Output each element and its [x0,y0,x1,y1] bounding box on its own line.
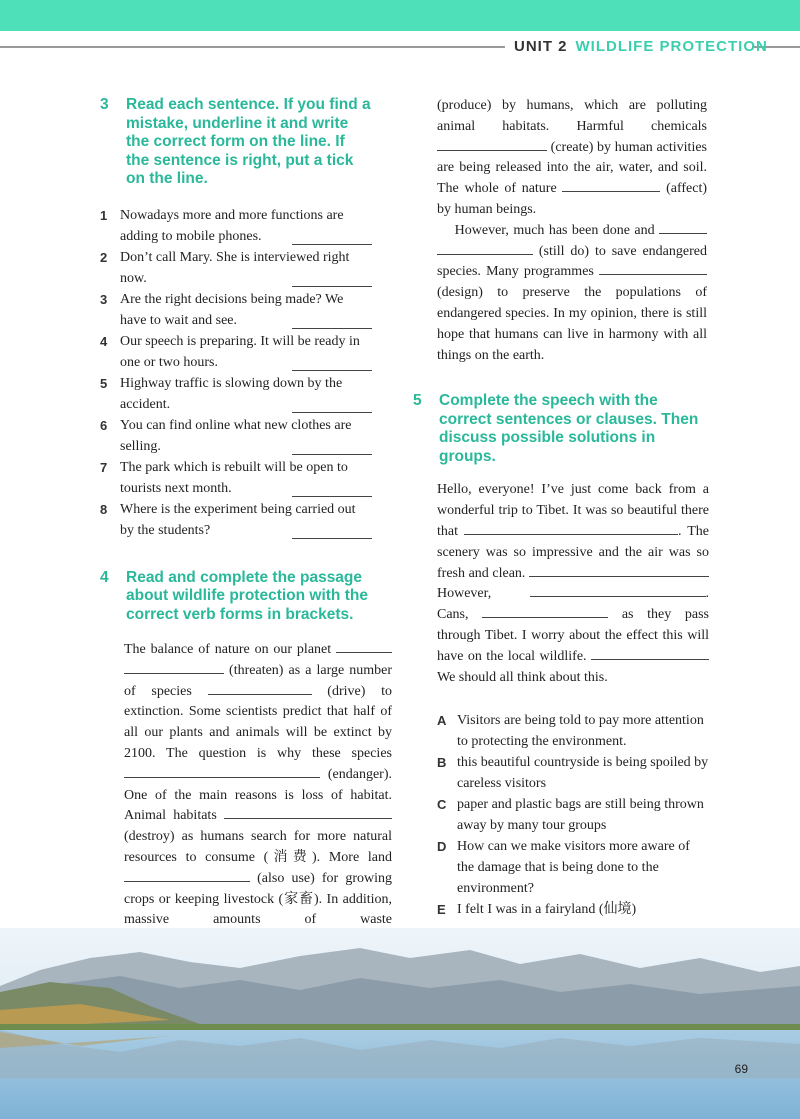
exercise-3-heading [100,96,372,189]
option-text: this beautiful countryside is being spoiled by careless visitors [457,755,709,792]
option-item [437,710,709,752]
item-number: 2 [100,249,108,265]
blank-field[interactable] [124,765,320,778]
blank-field[interactable] [591,647,709,660]
passage-text: of species [124,683,192,699]
blank-field[interactable] [464,522,678,535]
blank-field[interactable] [208,682,312,695]
exercise-4-heading [100,569,372,625]
unit-label: UNIT 2 [514,38,568,55]
speech-text: We should all think about this. [437,669,608,685]
list-item [100,289,372,331]
blank-field[interactable] [224,806,392,819]
exercise-instructions: Read and complete the passage about wildlife protection with the correct verb forms in brackets. [126,568,368,623]
passage-text: (endanger). [327,766,392,782]
blank-field[interactable] [599,262,707,275]
exercise-5-heading [413,392,709,466]
speech-text: However, [437,586,492,602]
item-text: Highway traffic is slowing down by the accident. [120,375,343,412]
exercise-number: 4 [100,568,109,586]
item-text: Where is the experiment being carried out by the students? [120,501,356,538]
item-number: 5 [100,375,108,391]
passage-text: (also use) for growing crops or keeping livestock (家畜). In addition, massive amounts of waste [124,870,393,928]
item-number: 3 [100,291,108,307]
item-text: Our speech is preparing. It will be ready in one or two hours. [120,333,360,370]
answer-line[interactable] [292,285,372,287]
blank-field[interactable] [659,221,707,234]
item-number: 4 [100,333,108,349]
list-item [100,499,372,541]
answer-line[interactable] [292,327,372,329]
answer-line[interactable] [292,369,372,371]
list-item [100,373,372,415]
passage-text: The balance of nature on our planet [124,642,332,657]
passage-text: (affect) by human beings. [437,181,707,217]
answer-line[interactable] [292,453,372,455]
exercise-instructions: Read each sentence. If you find a mistake, underline it and write the correct form on the line. If the sentence is right, put a tick on the line. [126,96,371,187]
item-text: Are the right decisions being made? We have to wait and see. [120,291,344,328]
passage-text: (drive) to extinction. Some scientists predict that half of all our plants and animals will be extinct by 2100. The question is why these species [124,683,393,761]
option-text: paper and plastic bags are still being thrown away by many tour groups [457,797,704,834]
exercise-3-items [100,205,372,541]
passage-text: One of the main reasons is loss of habitat. Animal habitats [124,787,392,824]
exercise-4-passage-continued [437,96,707,366]
option-item [437,794,709,836]
speech-text: . The scenery was so impressive and the air was so fresh and clean. [437,523,710,581]
passage-text: (design) to preserve the populations of endangered species. In my opinion, there is still hope that humans can live in harmony with all things on the earth. [437,285,707,363]
option-text: Visitors are being told to pay more attention to protecting the environment. [457,713,704,750]
answer-line[interactable] [292,537,372,539]
left-column [100,96,393,952]
landscape-photo [0,928,800,1119]
blank-field[interactable] [336,640,392,653]
passage-text: However, much has been done and [454,222,655,238]
option-item [437,836,709,899]
item-text: Nowadays more and more functions are adding to mobile phones. [120,207,344,244]
option-item [437,899,709,920]
option-letter: C [437,797,447,813]
list-item [100,457,372,499]
exercise-5-options [437,710,709,920]
passage-text: (threaten) as a large number [229,662,392,678]
blank-field[interactable] [124,661,224,674]
item-number: 6 [100,417,108,433]
passage-text: (create) by human activities are being released into the air, water, and soil. The whole of nature [437,139,707,197]
exercise-5-speech [437,480,709,688]
item-number: 1 [100,207,108,223]
page-number: 69 [734,1062,748,1076]
option-text: How can we make visitors more aware of the damage that is being done to the environment? [457,839,690,897]
list-item [100,205,372,247]
item-number: 8 [100,501,108,517]
option-letter: B [437,755,447,771]
item-text: The park which is rebuilt will be open to tourists next month. [120,459,348,496]
speech-text: . Cans, [437,586,709,623]
passage-text: (produce) by humans, which are polluting animal habitats. Harmful chemicals [437,98,707,134]
blank-field[interactable] [530,584,706,597]
list-item [100,331,372,373]
blank-field[interactable] [529,564,709,577]
exercise-number: 3 [100,96,109,113]
exercise-4-passage [124,640,392,952]
item-text: Don’t call Mary. She is interviewed right now. [120,249,350,286]
speech-text: as they pass through Tibet. I worry about the effect this will have on the local wildlife. [437,607,709,664]
answer-line[interactable] [292,243,372,245]
exercise-number: 5 [413,392,422,410]
blank-field[interactable] [562,179,660,192]
item-number: 7 [100,459,108,475]
top-color-band [0,0,800,31]
unit-title: WILDLIFE PROTECTION [575,38,768,55]
option-letter: D [437,839,447,855]
right-column [413,96,710,920]
blank-field[interactable] [482,605,608,618]
blank-field[interactable] [124,869,250,882]
list-item [100,415,372,457]
passage-text: (destroy) as humans search for more natural resources to consume (消费). More land [124,829,392,865]
unit-header [514,38,768,55]
option-item [437,752,709,794]
option-letter: E [437,902,446,918]
header-rule-left [0,46,505,48]
mountain-lake-image [0,928,800,1119]
item-text: You can find online what new clothes are selling. [120,417,352,454]
passage-text: (still do) to save endangered species. Many programmes [437,243,707,280]
option-letter: A [437,713,447,729]
blank-field[interactable] [437,242,533,255]
option-text: I felt I was in a fairyland (仙境) [457,902,637,918]
answer-line[interactable] [292,411,372,413]
exercise-instructions: Complete the speech with the correct sentences or clauses. Then discuss possible solutions in groups. [439,392,699,465]
blank-field[interactable] [437,138,547,151]
answer-line[interactable] [292,495,372,497]
speech-text: Hello, everyone! I’ve just come back from a wonderful trip to Tibet. It was so beautiful there that [437,482,709,539]
list-item [100,247,372,289]
